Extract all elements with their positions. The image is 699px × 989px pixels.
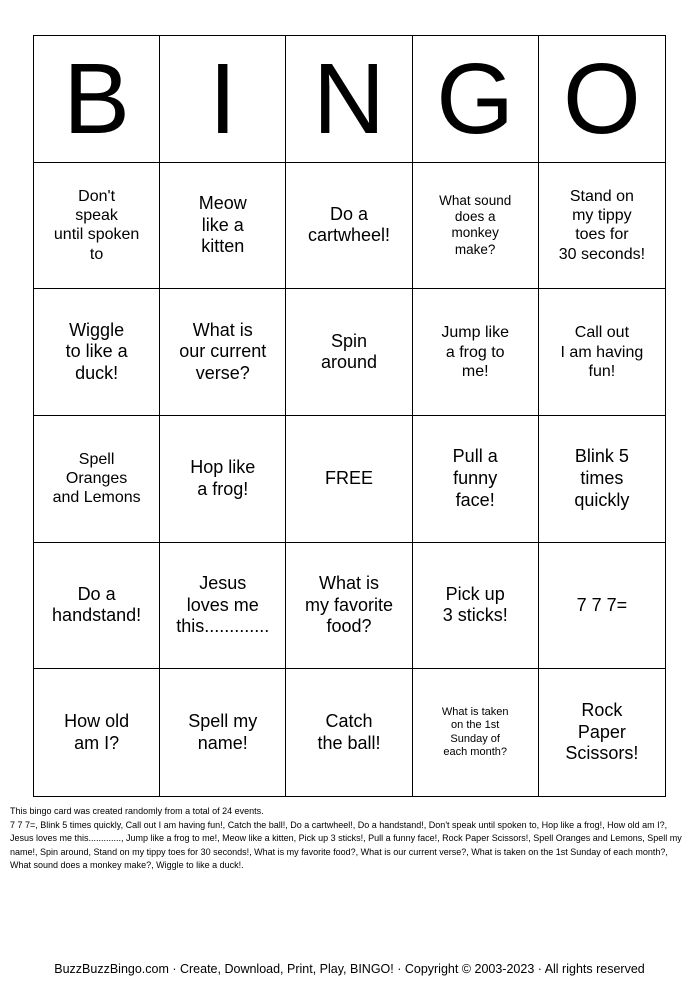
- bingo-square: [539, 669, 665, 796]
- square-text: Hop like a frog!: [190, 457, 256, 499]
- square-text: 7 7 7=: [576, 594, 628, 615]
- square-text: Pick up 3 sticks!: [442, 583, 508, 626]
- bingo-square: [286, 543, 412, 670]
- bingo-square: [160, 163, 286, 290]
- bingo-square: [286, 289, 412, 416]
- bingo-square: [34, 289, 160, 416]
- header-letter-g: G: [413, 36, 539, 163]
- square-text: Wiggle to like a duck!: [65, 319, 128, 383]
- square-text: Do a handstand!: [52, 583, 142, 626]
- header-letter-n: N: [286, 36, 412, 163]
- square-text: Meow like a kitten: [198, 193, 247, 257]
- free-space: [286, 416, 412, 543]
- header-letter-b: B: [34, 36, 160, 163]
- square-text: Blink 5 times quickly: [574, 446, 630, 510]
- square-text: Rock Paper Scissors!: [565, 700, 639, 764]
- header-letter-i: I: [160, 36, 286, 163]
- bingo-square: [413, 543, 539, 670]
- square-text: What is our current verse?: [179, 319, 267, 383]
- square-text: What is taken on the 1st Sunday of each month?: [441, 706, 509, 758]
- bingo-square: [160, 289, 286, 416]
- site-footer: BuzzBuzzBingo.com · Create, Download, Print, Play, BINGO! · Copyright © 2003-2023 · All rights reserved: [54, 962, 645, 976]
- square-text: Pull a funny face!: [452, 446, 498, 510]
- bingo-square: [539, 163, 665, 290]
- square-text: FREE: [324, 468, 373, 489]
- header-letter-o: O: [539, 36, 665, 163]
- bingo-square: [34, 669, 160, 796]
- bingo-square: [413, 669, 539, 796]
- bingo-square: [413, 163, 539, 290]
- square-text: Spell my name!: [188, 711, 258, 753]
- square-text: Don't speak until spoken to: [53, 188, 140, 263]
- bingo-square: [539, 543, 665, 670]
- bingo-square: [34, 543, 160, 670]
- bingo-square: [286, 669, 412, 796]
- event-list: 7 7 7=, Blink 5 times quickly, Call out I am having fun!, Catch the ball!, Do a cartwheel!, Do a handstand!, Don't speak until spoken to, Hop like a frog!, How old am I?, Jesus loves me this............., Jump like a frog to me!, Meow like a kitten, Pick up 3 sticks!, Pull a funny face!, Rock Paper Scissors!, Spell Oranges and Lemons, Spell my name!, Spin around, Stand on my tippy toes for 30 seconds!, What is my favorite food?, What is our current verse?, What is taken on the 1st Sunday of each month?, What sound does a monkey make?, Wiggle to like a duck!.: [10, 819, 682, 870]
- square-text: Stand on my tippy toes for 30 seconds!: [558, 188, 646, 263]
- bingo-square: [34, 416, 160, 543]
- bingo-square: [413, 416, 539, 543]
- bingo-square: [160, 543, 286, 670]
- bingo-square: [539, 416, 665, 543]
- square-text: Jesus loves me this.............: [176, 573, 270, 637]
- square-text: What sound does a monkey make?: [439, 193, 512, 257]
- square-text: Spell Oranges and Lemons: [52, 451, 141, 507]
- square-text: How old am I?: [64, 711, 130, 753]
- card-description: [10, 805, 690, 873]
- square-text: What is my favorite food?: [304, 573, 393, 637]
- square-text: Call out I am having fun!: [560, 324, 644, 380]
- bingo-square: [34, 163, 160, 290]
- bingo-square: [539, 289, 665, 416]
- square-text: Do a cartwheel!: [307, 203, 391, 246]
- bingo-square: [160, 669, 286, 796]
- square-text: Jump like a frog to me!: [441, 324, 509, 380]
- square-text: Spin around: [320, 330, 378, 373]
- card-summary: This bingo card was created randomly from a total of 24 events.: [10, 806, 264, 816]
- bingo-square: [413, 289, 539, 416]
- square-text: Catch the ball!: [317, 711, 381, 753]
- bingo-square: [286, 163, 412, 290]
- bingo-card: [33, 35, 666, 797]
- bingo-square: [160, 416, 286, 543]
